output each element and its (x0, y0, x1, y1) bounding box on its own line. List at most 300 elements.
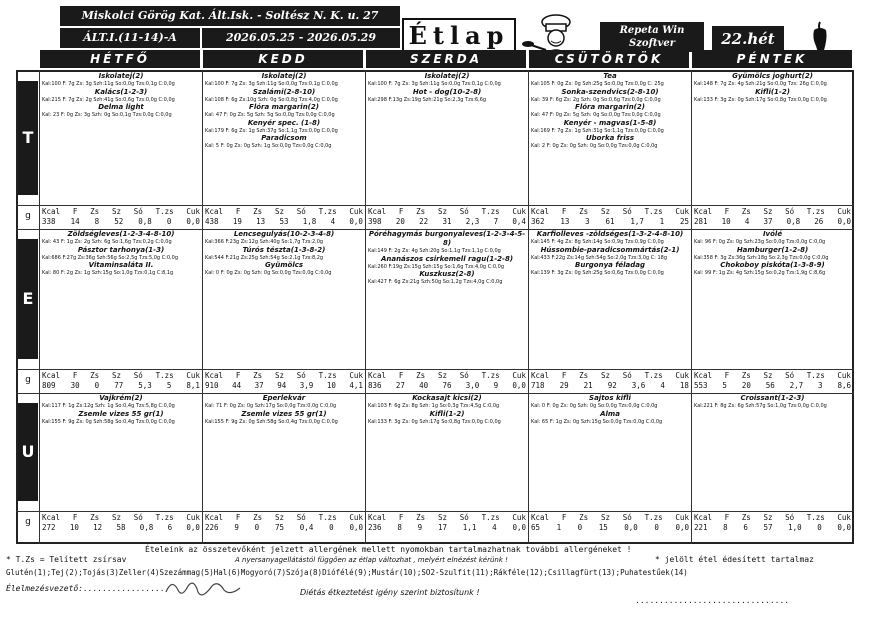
saturated-fat-note: * T.Zs = Telített zsírsav (6, 555, 127, 564)
nutrition-line: Kal: 65 F: 1g Zs: 0g Szh:15g So:0,0g Tzs:0,0g C:0,0g (531, 418, 663, 425)
summary-value: 0,0 (837, 217, 851, 226)
nutrition-line: Kal:260 F:19g Zs:15g Szh:15g So:1,6g Tzs:4,0g C:0,0g (368, 263, 504, 270)
summary-header: Só (622, 207, 632, 216)
summary-header: Só (459, 371, 469, 380)
summary-value: 94 (277, 381, 287, 390)
day-header-wednesday: SZERDA (366, 50, 526, 68)
nutrition-line: Kal: 47 F: 0g Zs: 5g Szh: 0g So:0,0g Tzs:0,0g C:0,0g (531, 112, 661, 118)
summary-header: T.zs (806, 207, 825, 216)
company-line2: Szoftver (629, 38, 675, 49)
school-name: Miskolci Görög Kat. Ált.Isk. - Soltész N. K. u. 27 (60, 6, 400, 26)
summary-value: 272 (42, 523, 56, 532)
summary-header: T.zs (481, 207, 500, 216)
handwritten-signature (160, 576, 270, 598)
summary-header: Kcal (42, 207, 61, 216)
nutrition-summary (692, 512, 853, 544)
summary-header: F (724, 513, 730, 522)
menu-cell (40, 71, 202, 205)
summary-header: T.zs (155, 371, 174, 380)
nutrition-line: Kal: 96 F: 0g Zs: 0g Szh:23g So:0,0g Tzs:0,0g C:0,0g (694, 239, 826, 245)
summary-value: 65 (531, 523, 541, 532)
summary-header: Kcal (531, 207, 550, 216)
dish-name: Lencsegulyás(10-2-3-4-8) (233, 230, 335, 238)
summary-value: 3,6 (631, 381, 646, 390)
allergen-list: Glutén(1);Tej(2);Tojás(3)Zeller(4)Szezámmag(5)Hal(6)Mogyoró(7)Szója(8)Diófélé(9);Mustár(10);SO2-Szulfit(11);Rákféle(12);Csillagfürt(13);Puhatestűek(14) (6, 568, 688, 577)
summary-value: 2,3 (465, 217, 480, 226)
summary-header: Sz (111, 513, 121, 522)
nutrition-summary (366, 370, 528, 393)
dish-name: Iskolatej(2) (98, 72, 144, 80)
summary-value: 553 (694, 381, 708, 390)
nutrition-line: Kal:105 F: 0g Zs: 0g Szh:25g So:0,0g Tzs:0,0g C: 25g (531, 81, 664, 87)
summary-header: Zs (741, 513, 751, 522)
summary-header: Kcal (42, 371, 61, 380)
nutrition-summary (40, 512, 202, 544)
nutrition-line: Kal: 80 F: 2g Zs: 1g Szh:15g So:1,0g Tzs:0,1g C:8,1g (42, 270, 174, 276)
summary-value: 0,0 (349, 217, 363, 226)
summary-value: 836 (368, 381, 382, 390)
summary-value: 57 (763, 523, 773, 532)
nutrition-line: Kal:366 F:23g Zs:12g Szh:40g So:1,7g Tzs:2,0g (205, 239, 324, 245)
summary-value: 1,0 (788, 523, 802, 532)
summary-value: 362 (531, 217, 545, 226)
nutrition-line: Kal:149 F: 2g Zs: 4g Szh:20g So:1,1g Tzs:1,1g C:0,0g (368, 248, 501, 254)
summary-value: 0 (166, 217, 172, 226)
summary-value: 809 (42, 381, 56, 390)
summary-header: Sz (600, 371, 610, 380)
summary-header: F (398, 207, 404, 216)
summary-value: 26 (814, 217, 824, 226)
summary-value: 19 (232, 217, 242, 226)
dish-name: Uborka friss (585, 134, 634, 142)
gram-label: g (25, 375, 31, 385)
summary-value: 58 (116, 523, 126, 532)
summary-header: F (561, 207, 567, 216)
summary-value: 2,7 (789, 381, 804, 390)
summary-value: 52 (114, 217, 124, 226)
summary-value: 338 (42, 217, 56, 226)
summary-value: 1,1 (462, 523, 477, 532)
nutrition-summary (692, 370, 853, 393)
summary-header: T.zs (155, 513, 174, 522)
manager-signature: Élelmezésvezető:................. (6, 584, 165, 593)
dish-name: Vajkrém(2) (99, 394, 143, 402)
nutrition-line: Kal:427 F: 6g Zs:21g Szh:50g So:1,2g Tzs:4,0g C:0,0g (368, 279, 503, 285)
summary-header: Kcal (205, 207, 224, 216)
gram-label: g (25, 517, 31, 527)
summary-value: 0 (817, 523, 822, 532)
summary-header: Cuk (675, 371, 689, 380)
summary-value: 18 (679, 381, 689, 390)
summary-header: Cuk (186, 207, 200, 216)
nutrition-line: Kal: 0 F: 0g Zs: 0g Szh: 0g So:0,0g Tzs:0,0g C:0,0g (531, 403, 658, 409)
summary-value: 5 (166, 381, 172, 390)
summary-header: F (398, 371, 404, 380)
dish-name: Kifli(1-2) (755, 87, 790, 96)
summary-header: Kcal (531, 371, 550, 380)
summary-header: F (235, 207, 241, 216)
summary-header: Sz (600, 207, 610, 216)
summary-header: Sz (274, 207, 284, 216)
summary-value: 10 (721, 217, 731, 226)
summary-value: 9 (417, 523, 423, 532)
summary-value: 25 (679, 217, 689, 226)
summary-value: 3,9 (299, 381, 314, 390)
summary-header: Zs (253, 513, 263, 522)
summary-header: F (398, 513, 404, 522)
menu-cell (203, 393, 365, 511)
summary-value: 8,6 (837, 381, 851, 390)
summary-value: 910 (205, 381, 219, 390)
summary-value: 10 (326, 381, 336, 390)
summary-header: Zs (741, 207, 751, 216)
summary-value: 4 (744, 217, 750, 226)
summary-header: Cuk (675, 207, 689, 216)
day-header-tuesday: KEDD (203, 50, 363, 68)
summary-value: 0 (94, 381, 100, 390)
menu-cell (366, 393, 528, 511)
summary-value: 0,0 (512, 381, 526, 390)
nutrition-line: Kal:298 F:13g Zs:19g Szh:21g So:2,3g Tzs:6,6g (368, 96, 487, 103)
summary-header: Cuk (186, 371, 200, 380)
summary-header: Só (133, 513, 143, 522)
summary-header: T.zs (644, 207, 663, 216)
nutrition-line: Kal:358 F: 3g Zs:36g Szh:18g So:2,3g Tzs:0,0g C:0,0g (694, 254, 829, 261)
summary-value: 0,8 (786, 217, 801, 226)
dish-name: Zöldségleves(1-2-3-4-8-10) (67, 230, 175, 238)
dish-name: Paradicsom (261, 134, 307, 142)
dish-name: Kenyér - magvas(1-5-8) (563, 118, 657, 127)
summary-header: Cuk (349, 513, 363, 522)
dish-name: Tea (603, 72, 617, 80)
nutrition-line: Kal:433 F:22g Zs:14g Szh:54g So:2,0g Tzs:3,0g C: 18g (531, 254, 667, 261)
dish-name: Iskolatej(2) (261, 72, 307, 80)
summary-header: Só (785, 371, 795, 380)
signature-line: ................................ (635, 596, 790, 605)
summary-value: 1 (659, 217, 665, 226)
summary-header: Só (785, 207, 795, 216)
summary-value: 3,0 (465, 381, 480, 390)
summary-header: F (561, 371, 567, 380)
summary-value: 0 (577, 523, 583, 532)
summary-value: 221 (694, 523, 708, 532)
summary-value: 0,0 (186, 523, 200, 532)
nutrition-summary (529, 206, 691, 229)
summary-header: Cuk (675, 513, 689, 522)
menu-cell (203, 229, 365, 369)
meal-letter-0: T (18, 81, 38, 195)
summary-header: Sz (111, 371, 121, 380)
nutrition-line: Kal:133 F: 3g Zs: 0g Szh:17g So:0,8g Tzs:0,0g C:0,0g (368, 418, 501, 425)
dish-name: Gyümölcs (264, 261, 304, 269)
summary-header: T.zs (806, 371, 825, 380)
summary-value: 31 (442, 217, 452, 226)
summary-header: F (724, 207, 730, 216)
summary-header: Sz (763, 207, 773, 216)
nutrition-summary (529, 370, 691, 393)
nutrition-summary (203, 512, 365, 544)
summary-value: 30 (70, 381, 80, 390)
summary-value: 20 (395, 217, 405, 226)
summary-value: 29 (559, 381, 569, 390)
date-range: 2026.05.25 - 2026.05.29 (202, 28, 400, 48)
dish-name: Burgonya féladag (575, 261, 645, 269)
dish-name: Zsemle vizes 55 gr(1) (241, 409, 327, 418)
dish-name: Gyümölcs joghurt(2) (732, 72, 813, 80)
summary-value: 9 (234, 523, 239, 532)
nutrition-line: Kal:103 F: 6g Zs: 8g Szh: 1g So:0,3g Tzs:4,5g C:0,0g (368, 403, 500, 409)
summary-header: Zs (579, 371, 589, 380)
nutrition-line: Kal:544 F:21g Zs:25g Szh:54g So:2,1g Tzs:8,2g (205, 254, 324, 261)
summary-value: 77 (114, 381, 124, 390)
diet-notice: Diétás étkeztetést igény szerint biztosítunk ! (300, 588, 480, 597)
gram-label: g (25, 211, 31, 221)
summary-header: Kcal (368, 207, 387, 216)
nutrition-line: Kal: 71 F: 0g Zs: 0g Szh:17g So:0,0g Tzs:0,0g C:0,0g (205, 403, 337, 409)
summary-value: 0 (654, 523, 659, 532)
dish-name: Karfiolleves -zöldséges(1-3-2-4-8-10) (536, 230, 684, 238)
summary-value: 56 (765, 381, 775, 390)
nutrition-line: Kal: 0 F: 0g Zs: 0g Szh: 0g So:0,0g Tzs:0,0g C:0,0g (205, 270, 332, 276)
summary-header: T.zs (155, 207, 174, 216)
nutrition-summary (529, 512, 691, 544)
dish-name: Ivólé (762, 230, 783, 238)
summary-header: Só (133, 371, 143, 380)
summary-value: 13 (256, 217, 266, 226)
nutrition-summary (203, 370, 365, 393)
summary-header: Zs (741, 371, 751, 380)
summary-value: 22 (419, 217, 429, 226)
summary-value: 76 (442, 381, 452, 390)
summary-value: 3 (585, 217, 590, 226)
menu-cell (692, 229, 853, 369)
nutrition-line: Kal:148 F: 7g Zs: 4g Szh:21g So:0,0g Tzs: 26g C:0,0g (694, 81, 827, 87)
summary-header: Só (133, 207, 143, 216)
nutrition-line: Kal:100 F: 7g Zs: 3g Szh:11g So:0,0g Tzs:0,1g C:0,0g (42, 81, 175, 87)
summary-header: Zs (416, 207, 426, 216)
summary-value: 14 (70, 217, 80, 226)
summary-value: 0,8 (138, 217, 152, 226)
nutrition-summary (692, 206, 853, 229)
nutrition-line: Kal: 2 F: 0g Zs: 0g Szh: 0g So:0,0g Tzs:0,0g C:0,0g (531, 143, 658, 149)
dish-name: Iskolatej(2) (424, 72, 470, 80)
summary-value: 0,0 (186, 217, 200, 226)
summary-value: 1 (556, 523, 562, 532)
summary-header: Cuk (512, 513, 526, 522)
summary-header: Só (459, 513, 469, 522)
summary-value: 27 (395, 381, 405, 390)
dish-name: Flóra margarin(2) (249, 103, 319, 111)
dish-name: Alma (600, 409, 620, 418)
summary-header: Zs (579, 207, 589, 216)
summary-value: 10 (69, 523, 79, 532)
dish-name: Ananászos csirkemell ragu(1-2-8) (380, 254, 514, 263)
nutrition-line: Kal:169 F: 7g Zs: 1g Szh:31g So:1,1g Tzs:0,0g C:0,0g (531, 127, 664, 134)
summary-value: 0,4 (512, 217, 526, 226)
menu-cell (366, 229, 528, 369)
nutrition-summary (40, 370, 202, 393)
summary-header: Zs (253, 207, 263, 216)
summary-header: Cuk (837, 371, 851, 380)
company-line1: Repeta Win (619, 25, 685, 36)
dish-name: Kifli(1-2) (429, 409, 465, 418)
summary-value: 6 (743, 523, 748, 532)
summary-value: 4 (330, 217, 336, 226)
summary-header: Sz (437, 207, 447, 216)
summary-header: T.zs (644, 371, 663, 380)
day-header-thursday: CSÜTÖRTÖK (529, 50, 689, 68)
summary-header: Zs (90, 207, 100, 216)
summary-header: Zs (416, 513, 426, 522)
summary-header: Sz (111, 207, 121, 216)
summary-value: 0 (254, 523, 260, 532)
nutrition-line: Kal: 5 F: 0g Zs: 0g Szh: 1g So:0,0g Tzs:0,0g C:0,0g (205, 143, 332, 149)
summary-header: Só (622, 371, 632, 380)
summary-header: Zs (579, 513, 589, 522)
nutrition-line: Kal:145 F: 4g Zs: 8g Szh:14g So:0,9g Tzs:0,9g C:0,0g (531, 239, 664, 245)
summary-header: Kcal (368, 371, 387, 380)
summary-header: Sz (437, 513, 447, 522)
dish-name: Kenyér spec. (1-8) (247, 118, 321, 127)
dish-name: Sonka-szendvics(2-8-10) (561, 87, 659, 96)
summary-value: 9 (493, 381, 499, 390)
summary-header: Kcal (694, 513, 713, 522)
dish-name: Kockasajt kicsi(2) (412, 394, 482, 402)
summary-value: 61 (605, 217, 615, 226)
meal-letter-1: E (18, 239, 38, 359)
meal-letter-2: U (18, 403, 38, 501)
summary-header: Só (785, 513, 795, 522)
summary-header: T.zs (318, 513, 337, 522)
nutrition-line: Kal: 47 F: 0g Zs: 5g Szh: 5g So:0,0g Tzs:0,0g C:0,0g (205, 112, 335, 118)
dish-name: Hot - dog(10-2-8) (412, 87, 482, 96)
summary-header: F (235, 513, 241, 522)
menu-cell (529, 229, 691, 369)
summary-value: 0,4 (299, 523, 314, 532)
summary-header: Kcal (42, 513, 61, 522)
summary-header: Cuk (349, 207, 363, 216)
dish-name: Kuszkusz(2-8) (419, 270, 475, 278)
summary-header: F (561, 513, 567, 522)
dish-name: Zsemle vizes 55 gr(1) (78, 409, 164, 418)
summary-header: Cuk (512, 207, 526, 216)
company-name (600, 22, 704, 52)
menu-cell (203, 71, 365, 205)
summary-header: T.zs (481, 371, 500, 380)
summary-value: 8,1 (186, 381, 200, 390)
summary-header: F (72, 371, 78, 380)
summary-value: 37 (763, 217, 773, 226)
menu-cell (529, 71, 691, 205)
menu-cell (529, 393, 691, 511)
summary-value: 75 (274, 523, 284, 532)
summary-header: Só (296, 207, 306, 216)
change-notice: A nyersanyagellátástól függően az étlap változhat , melyért elnézést kérünk ! (235, 556, 508, 564)
menu-cell (692, 393, 853, 511)
summary-header: F (235, 371, 241, 380)
nutrition-line: Kal:133 F: 3g Zs: 0g Szh:17g So:0,8g Tzs:0,0g C:0,0g (694, 96, 827, 103)
summary-header: Zs (90, 513, 100, 522)
group-label: ÁLT.I.(11-14)-A (60, 28, 200, 48)
summary-header: T.zs (318, 371, 337, 380)
summary-header: Sz (763, 371, 773, 380)
summary-value: 0,0 (512, 523, 526, 532)
day-header-friday: PÉNTEK (692, 50, 852, 68)
summary-value: 6 (167, 523, 173, 532)
nutrition-line: Kal:100 F: 7g Zs: 3g Szh:11g So:0,0g Tzs:0,1g C:0,0g (205, 81, 338, 87)
nutrition-line: Kal:155 F: 9g Zs: 0g Szh:58g So:0,4g Tzs:0,0g C:0,0g (42, 418, 175, 425)
sweetened-note: * jelölt étel édesített tartalmaz (655, 555, 814, 564)
summary-value: 7 (493, 217, 499, 226)
summary-value: 438 (205, 217, 219, 226)
nutrition-line: Kal: 23 F: 0g Zs: 3g Szh: 0g So:0,1g Tzs:0,0g C:0,0g (42, 112, 172, 118)
summary-header: Zs (90, 371, 100, 380)
dish-name: Chokoboy piskóta(1-3-8-9) (720, 261, 825, 269)
summary-value: 0,0 (675, 523, 689, 532)
day-header-monday: HÉTFŐ (40, 50, 200, 68)
nutrition-line: Kal:117 F: 1g Zs:12g Szh: 1g So:0,4g Tzs:5,8g C:0,0g (42, 403, 175, 409)
summary-header: Sz (274, 513, 284, 522)
menu-title: Étlap (402, 18, 516, 54)
summary-value: 0,0 (349, 523, 363, 532)
summary-header: Kcal (694, 207, 713, 216)
dish-name: Delma light (98, 103, 144, 111)
summary-header: Kcal (368, 513, 387, 522)
summary-value: 92 (607, 381, 617, 390)
dish-name: Pásztor tarhonya(1-3) (77, 245, 165, 254)
summary-value: 0 (329, 523, 334, 532)
summary-header: Kcal (694, 371, 713, 380)
summary-value: 0,0 (624, 523, 638, 532)
summary-value: 53 (279, 217, 289, 226)
dish-name: Szalámi(2-8-10) (252, 87, 316, 96)
nutrition-line: Kal: 43 F: 1g Zs: 2g Szh: 6g So:1,6g Tzs:0,2g C:0,0g (42, 239, 172, 245)
summary-header: Só (459, 207, 469, 216)
nutrition-line: Kal: 99 F: 1g Zs: 4g Szh:15g So:0,2g Tzs:1,9g C:8,6g (694, 270, 826, 276)
summary-value: 5,3 (138, 381, 152, 390)
summary-header: Kcal (531, 513, 550, 522)
summary-header: Sz (600, 513, 610, 522)
summary-value: 281 (694, 217, 708, 226)
dish-name: Vitaminsaláta II. (88, 261, 154, 269)
summary-value: 1,7 (630, 217, 644, 226)
nutrition-summary (366, 512, 528, 544)
summary-header: Cuk (186, 513, 200, 522)
summary-value: 0,0 (837, 523, 851, 532)
summary-value: 1,8 (302, 217, 317, 226)
summary-header: Só (296, 513, 306, 522)
summary-header: Cuk (837, 513, 851, 522)
week-number: 22.hét (712, 26, 784, 52)
summary-header: F (724, 371, 730, 380)
nutrition-line: Kal:179 F: 6g Zs: 1g Szh:37g So:1,1g Tzs:0,0g C:0,0g (205, 127, 338, 134)
summary-header: Cuk (349, 371, 363, 380)
summary-header: T.zs (806, 513, 825, 522)
summary-value: 4 (660, 381, 665, 390)
summary-value: 40 (419, 381, 429, 390)
summary-header: Sz (437, 371, 447, 380)
summary-header: Sz (763, 513, 773, 522)
dish-name: Hússombie-paradicsommártás(2-1) (540, 245, 680, 254)
summary-value: 21 (583, 381, 593, 390)
nutrition-line: Kal:155 F: 9g Zs: 0g Szh:58g So:0,4g Tzs:0,0g C:0,0g (205, 418, 338, 425)
summary-header: T.zs (644, 513, 663, 522)
menu-cell (40, 393, 202, 511)
menu-cell (692, 71, 853, 205)
dish-name: Póréhagymás burgonyaleves(1-2-3-4-5-8) (368, 230, 526, 247)
summary-value: 17 (437, 523, 447, 532)
summary-header: Só (622, 513, 632, 522)
